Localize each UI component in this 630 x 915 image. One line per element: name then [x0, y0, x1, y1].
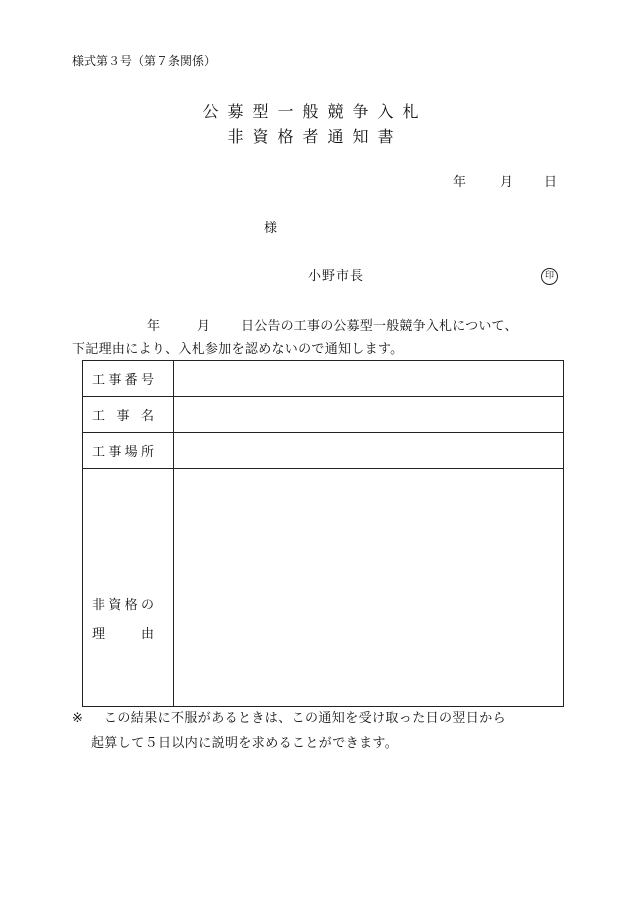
row-label-construction-number: 工 事 番 号 — [83, 361, 174, 397]
row-label-construction-site: 工 事 場 所 — [83, 433, 174, 469]
date-month-label: 月 — [500, 175, 514, 190]
body-month-label: 月 — [197, 319, 211, 334]
body-line1-rest: 日公告の工事の公募型一般競争入札について、 — [241, 319, 518, 334]
construction-site-value — [174, 433, 564, 469]
body-year-label: 年 — [147, 319, 161, 334]
note-line1: この結果に不服があるときは、この通知を受け取った日の翌日から — [104, 711, 507, 726]
seal-icon: 印 — [541, 268, 558, 285]
addressee-suffix: 様 — [264, 221, 278, 236]
sender-name: 小野市長 — [308, 269, 365, 284]
form-number: 様式第３号（第７条関係） — [72, 54, 217, 68]
document-title-line1: 公募型一般競争入札 — [202, 102, 428, 121]
document-title-line2: 非資格者通知書 — [227, 127, 403, 146]
table-row — [83, 361, 564, 397]
construction-number-value — [174, 361, 564, 397]
row-label-construction-name: 工 事 名 — [83, 397, 174, 433]
note-line2: 起算して５日以内に説明を求めることができます。 — [91, 736, 399, 751]
note-mark: ※ — [72, 711, 83, 726]
body-line2: 下記理由により、入札参加を認めないので通知します。 — [72, 342, 404, 357]
table-row — [83, 397, 564, 433]
date-day-label: 日 — [544, 175, 558, 190]
row-label-disqualification-reason: 非 資 格 の 理 由 — [83, 469, 174, 707]
table-row — [83, 469, 564, 707]
date-year-label: 年 — [453, 175, 467, 190]
table-row — [83, 433, 564, 469]
disqualification-reason-value — [174, 469, 564, 707]
notice-table — [82, 360, 564, 707]
construction-name-value — [174, 397, 564, 433]
